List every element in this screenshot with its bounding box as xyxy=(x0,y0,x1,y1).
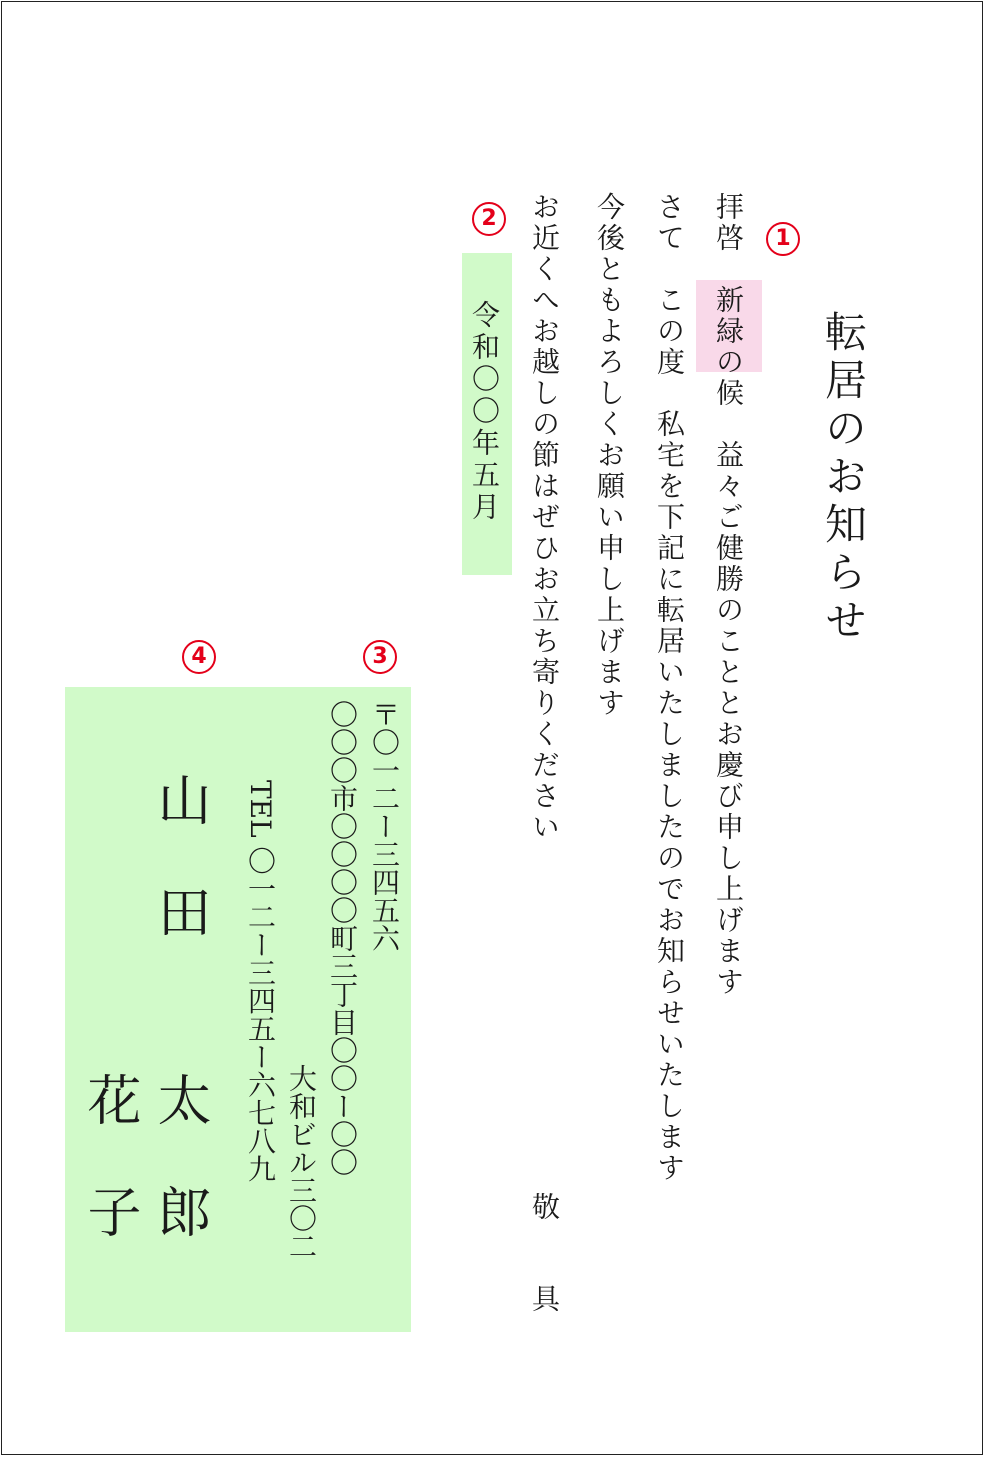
body-line-2: さて この度 私宅を下記に転居いたしましたのでお知らせいたします xyxy=(653,192,686,1184)
season-word: 新緑 xyxy=(712,285,745,347)
body-line-4: お近くへお越しの節はぜひお立ち寄りください xyxy=(528,192,561,843)
building-name: 大和ビル三〇二 xyxy=(285,1064,318,1260)
marker-3: 3 xyxy=(363,640,397,674)
greeting-rest: の候 益々ご健勝のこととお慶び申し上げます xyxy=(712,347,745,998)
marker-1: 1 xyxy=(766,222,800,256)
marker-4: 4 xyxy=(182,640,216,674)
marker-2: 2 xyxy=(472,202,506,236)
greeting-head: 拝啓 xyxy=(712,192,745,254)
closing-keigu: 敬 具 xyxy=(528,1192,561,1330)
street-address: 〇〇〇市〇〇〇〇町三丁目〇〇ー〇〇 xyxy=(326,700,359,1176)
greeting-line xyxy=(712,192,745,998)
postal-code: 〒〇一二ー三四五六 xyxy=(368,700,401,952)
first-name-taro: 太郎 xyxy=(149,1072,212,1296)
first-name-hanako: 花子 xyxy=(79,1072,142,1296)
family-name: 山田 xyxy=(149,772,212,996)
body-line-3: 今後ともよろしくお願い申し上げます xyxy=(593,192,626,719)
greeting-gap xyxy=(712,254,745,285)
telephone: TEL 〇一二ー三四五ー六七八九 xyxy=(244,780,277,1183)
letter-title: 転居のお知らせ xyxy=(819,310,868,646)
letter-date: 令和〇〇年五月 xyxy=(468,300,501,524)
